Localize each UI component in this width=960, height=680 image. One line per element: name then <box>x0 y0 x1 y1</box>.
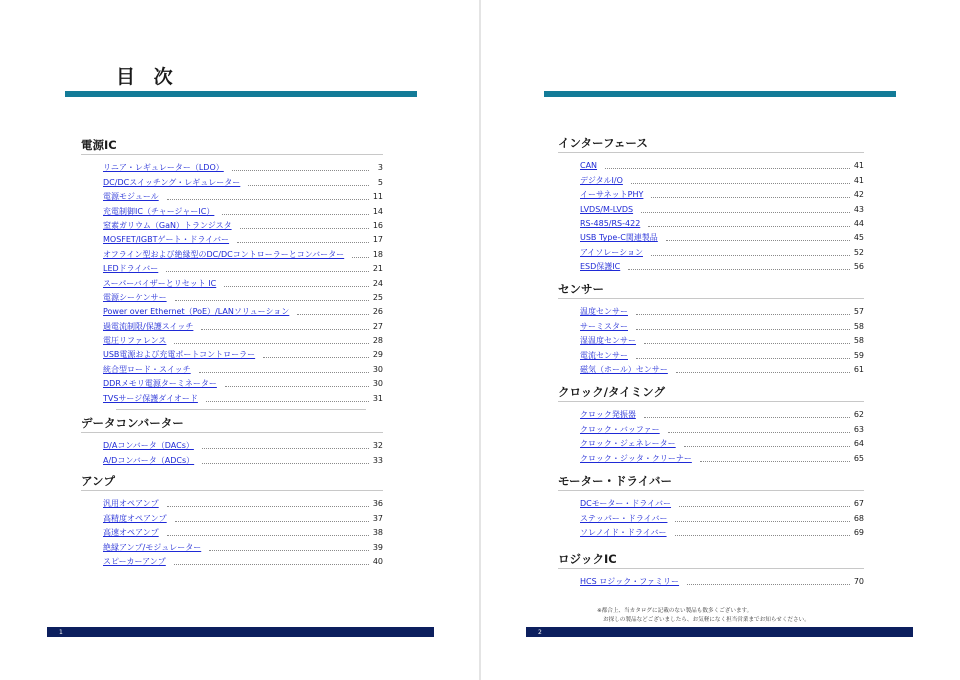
toc-entry-link[interactable]: 充電制御IC（チャージャーIC） <box>103 206 215 216</box>
toc-entry-page: 24 <box>372 278 383 288</box>
page-number: 2 <box>538 628 542 636</box>
toc-entry-page: 61 <box>853 364 864 374</box>
dot-leader <box>248 185 369 186</box>
toc-entry-link[interactable]: ステッパー・ドライバー <box>580 513 668 523</box>
section-interface <box>558 137 864 272</box>
toc-entry[interactable] <box>81 375 383 389</box>
toc-entry-page: 43 <box>853 204 864 214</box>
toc-entry-link[interactable]: 絶縁アンプ/モジュレーター <box>103 542 202 552</box>
toc-entry[interactable] <box>558 524 864 538</box>
toc-entry-link[interactable]: Power over Ethernet（PoE）/LANソリューション <box>103 307 290 317</box>
toc-entry-page: 14 <box>372 206 383 216</box>
toc-entry[interactable] <box>558 435 864 449</box>
toc-entry[interactable] <box>558 200 864 214</box>
toc-entry-page: 27 <box>372 321 383 331</box>
toc-entry-link[interactable]: HCS ロジック・ファミリー <box>580 577 680 587</box>
toc-title: 目 次 <box>116 66 179 88</box>
toc-entry-link[interactable]: ESD保護IC <box>580 262 621 272</box>
dot-leader <box>631 183 850 184</box>
dot-leader <box>240 228 369 229</box>
toc-entry-page: 33 <box>372 455 383 465</box>
toc-entry[interactable] <box>81 274 383 288</box>
toc-entry[interactable] <box>81 231 383 245</box>
toc-entry-page: 37 <box>372 513 383 523</box>
dot-leader <box>679 506 850 507</box>
toc-entry-page: 41 <box>853 161 864 171</box>
toc-entry-link[interactable]: スピーカーアンプ <box>103 556 166 566</box>
section-motor-driver <box>558 475 864 538</box>
header-rule <box>65 91 417 97</box>
toc-entry-link[interactable]: DDRメモリ電源ターミネーター <box>103 379 217 389</box>
toc-entry-link[interactable]: 過電流制限/保護スイッチ <box>103 321 194 331</box>
toc-entry-link[interactable]: 電源モジュール <box>103 192 159 202</box>
toc-entry-page: 69 <box>853 528 864 538</box>
toc-entry-page: 38 <box>372 528 383 538</box>
toc-entry-page: 16 <box>372 220 383 230</box>
toc-entry-link[interactable]: A/Dコンバータ（ADCs） <box>103 455 195 465</box>
dot-leader <box>605 168 850 169</box>
toc-entry[interactable] <box>81 524 383 538</box>
toc-entry[interactable] <box>558 361 864 375</box>
toc-entry-link[interactable]: 磁気（ホール）センサー <box>580 364 668 374</box>
toc-entry-link[interactable]: クロック発振器 <box>580 410 636 420</box>
toc-entry-page: 57 <box>853 307 864 317</box>
dot-leader <box>666 240 850 241</box>
dot-leader <box>222 214 369 215</box>
toc-entry[interactable] <box>558 420 864 434</box>
dot-leader <box>636 314 850 315</box>
footer-bar <box>47 627 434 637</box>
toc-entry-link[interactable]: 窒素ガリウム（GaN）トランジスタ <box>103 220 232 230</box>
toc-entry-page: 18 <box>372 249 383 259</box>
toc-entry-link[interactable]: MOSFET/IGBTゲート・ドライバー <box>103 235 230 245</box>
left-page <box>0 0 479 680</box>
toc-entry-page: 32 <box>372 441 383 451</box>
toc-entry[interactable] <box>558 509 864 523</box>
section-heading: データコンバーター <box>81 417 383 433</box>
toc-entry[interactable] <box>81 553 383 567</box>
toc-entry-page: 30 <box>372 379 383 389</box>
toc-entry[interactable] <box>558 449 864 463</box>
toc-entry-link[interactable]: LEDドライバー <box>103 264 159 274</box>
toc-entry-page: 44 <box>853 218 864 228</box>
toc-entry-page: 36 <box>372 499 383 509</box>
toc-entry-link[interactable]: クロック・ジェネレーター <box>580 439 676 449</box>
dot-leader <box>174 343 369 344</box>
footnote-line-2: お探しの製品などございましたら、お気軽になく担当営業までお知らせください。 <box>603 616 810 623</box>
section-logic-ic <box>558 553 864 587</box>
toc-entry[interactable] <box>558 573 864 587</box>
dot-leader <box>648 226 850 227</box>
section-heading: クロック/タイミング <box>558 386 864 402</box>
dot-leader <box>237 242 369 243</box>
toc-entry[interactable] <box>81 289 383 303</box>
toc-entry-page: 28 <box>372 336 383 346</box>
toc-entry[interactable] <box>81 173 383 187</box>
toc-entry[interactable] <box>81 202 383 216</box>
toc-entry[interactable] <box>81 332 383 346</box>
toc-entry-page: 67 <box>853 499 864 509</box>
toc-entry-page: 21 <box>372 264 383 274</box>
toc-entry[interactable] <box>558 332 864 346</box>
toc-entry-link[interactable]: 高速オペアンプ <box>103 528 159 538</box>
toc-entry-link[interactable]: アイソレーション <box>580 247 643 257</box>
toc-entry-link[interactable]: クロック・バッファー <box>580 424 660 434</box>
toc-entry-link[interactable]: 湿温度センサー <box>580 336 636 346</box>
dot-leader <box>199 372 369 373</box>
toc-entry-link[interactable]: サーミスター <box>580 321 628 331</box>
toc-entry-link[interactable]: TVSサージ保護ダイオード <box>103 393 198 403</box>
dot-leader <box>224 286 369 287</box>
toc-entry[interactable] <box>81 188 383 202</box>
section-heading: ロジックIC <box>558 553 864 569</box>
dot-leader <box>636 329 850 330</box>
toc-entry[interactable] <box>558 243 864 257</box>
dot-leader <box>651 255 850 256</box>
toc-entry-page: 52 <box>853 247 864 257</box>
toc-entry-link[interactable]: スーパーバイザーとリセット IC <box>103 278 217 288</box>
toc-entry[interactable] <box>81 538 383 552</box>
toc-entry-page: 65 <box>853 453 864 463</box>
dot-leader <box>628 269 850 270</box>
toc-entry[interactable] <box>558 258 864 272</box>
toc-entry-link[interactable]: 高精度オペアンプ <box>103 513 167 523</box>
toc-entry-link[interactable]: クロック・ジッタ・クリーナー <box>580 453 692 463</box>
dot-leader <box>668 432 850 433</box>
dot-leader <box>225 386 369 387</box>
toc-entry[interactable] <box>558 229 864 243</box>
dot-leader <box>209 550 369 551</box>
toc-entry-link[interactable]: デジタルI/O <box>580 175 623 185</box>
toc-entry-link[interactable]: 温度センサー <box>580 307 628 317</box>
section-heading: センサー <box>558 283 864 299</box>
dot-leader <box>675 535 850 536</box>
toc-entry-link[interactable]: リニア・レギュレーター（LDO） <box>103 163 224 173</box>
toc-entry-page: 59 <box>853 350 864 360</box>
toc-entry-link[interactable]: ソレノイド・ドライバー <box>580 528 667 538</box>
toc-entry[interactable] <box>81 260 383 274</box>
toc-entry-link[interactable]: 電源シーケンサー <box>103 292 167 302</box>
toc-entry-page: 45 <box>853 233 864 243</box>
section-amplifier <box>81 475 383 567</box>
toc-entry[interactable] <box>81 451 383 465</box>
dot-leader <box>167 506 369 507</box>
toc-entry-page: 58 <box>853 336 864 346</box>
toc-entry[interactable] <box>558 406 864 420</box>
header-rule <box>544 91 896 97</box>
toc-entry-link[interactable]: RS-485/RS-422 <box>580 218 641 228</box>
dot-leader <box>167 535 369 536</box>
section-power-ic <box>81 139 383 404</box>
dot-leader <box>700 461 850 462</box>
toc-entry[interactable] <box>558 317 864 331</box>
section-divider <box>116 409 366 410</box>
footnote <box>597 607 810 624</box>
toc-entry[interactable] <box>81 360 383 374</box>
footer-bar <box>526 627 913 637</box>
toc-entry[interactable] <box>81 159 383 173</box>
toc-entry-page: 25 <box>372 292 383 302</box>
dot-leader <box>641 212 850 213</box>
toc-entry[interactable] <box>558 157 864 171</box>
toc-entry-page: 64 <box>853 439 864 449</box>
toc-entry-link[interactable]: 電流センサー <box>580 350 628 360</box>
toc-entry-page: 31 <box>372 393 383 403</box>
toc-entry[interactable] <box>558 171 864 185</box>
toc-entry-page: 26 <box>372 307 383 317</box>
toc-entry-link[interactable]: DC/DCスイッチング・レギュレーター <box>103 177 241 187</box>
section-sensor <box>558 283 864 375</box>
toc-entry-page: 56 <box>853 262 864 272</box>
dot-leader <box>297 314 369 315</box>
toc-entry[interactable] <box>558 495 864 509</box>
toc-entry-page: 3 <box>377 163 383 173</box>
toc-entry[interactable] <box>81 245 383 259</box>
toc-entry[interactable] <box>558 215 864 229</box>
dot-leader <box>676 372 850 373</box>
dot-leader <box>175 300 369 301</box>
dot-leader <box>175 521 369 522</box>
toc-entry-page: 29 <box>372 350 383 360</box>
toc-entry-link[interactable]: 統合型ロード・スイッチ <box>103 364 191 374</box>
dot-leader <box>644 417 850 418</box>
toc-entry-link[interactable]: オフライン型および絶縁型のDC/DCコントローラーとコンバーター <box>103 249 345 259</box>
toc-entry-page: 62 <box>853 410 864 420</box>
toc-entry-page: 5 <box>377 177 383 187</box>
toc-entry-page: 40 <box>372 556 383 566</box>
toc-entry-link[interactable]: LVDS/M-LVDS <box>580 204 634 214</box>
toc-entry-link[interactable]: 汎用オペアンプ <box>103 499 159 509</box>
dot-leader <box>263 357 369 358</box>
toc-entry-page: 30 <box>372 364 383 374</box>
toc-entry-page: 11 <box>372 192 383 202</box>
toc-entry[interactable] <box>558 303 864 317</box>
toc-entry-link[interactable]: CAN <box>580 161 598 171</box>
dot-leader <box>202 448 369 449</box>
toc-entry[interactable] <box>81 217 383 231</box>
toc-entry[interactable] <box>81 389 383 403</box>
toc-entry-link[interactable]: USB電源および充電ポートコントローラー <box>103 350 256 360</box>
section-heading: アンプ <box>81 475 383 491</box>
toc-entry[interactable] <box>558 186 864 200</box>
section-heading: インターフェース <box>558 137 864 153</box>
toc-entry-link[interactable]: 電圧リファレンス <box>103 336 167 346</box>
toc-entry[interactable] <box>81 346 383 360</box>
toc-entry-page: 39 <box>372 542 383 552</box>
toc-entry-link[interactable]: DCモーター・ドライバー <box>580 499 672 509</box>
toc-entry-page: 63 <box>853 424 864 434</box>
toc-entry[interactable] <box>81 317 383 331</box>
section-heading: モーター・ドライバー <box>558 475 864 491</box>
toc-entry[interactable] <box>81 509 383 523</box>
toc-entry-page: 41 <box>853 175 864 185</box>
section-heading: 電源IC <box>81 139 383 155</box>
toc-entry-link[interactable]: USB Type-C関連製品 <box>580 233 658 243</box>
toc-entry[interactable] <box>81 495 383 509</box>
toc-entry-link[interactable]: D/Aコンバータ（DACs） <box>103 441 194 451</box>
toc-entry[interactable] <box>81 303 383 317</box>
toc-entry-page: 70 <box>853 577 864 587</box>
dot-leader <box>201 329 369 330</box>
footnote-line-1: ※都合上、当カタログに記載のない製品も数多くございます。 <box>597 608 753 614</box>
dot-leader <box>174 564 369 565</box>
toc-entry-page: 17 <box>372 235 383 245</box>
dot-leader <box>352 257 369 258</box>
dot-leader <box>206 401 369 402</box>
section-data-converter <box>81 417 383 466</box>
page-number: 1 <box>59 628 63 636</box>
dot-leader <box>166 271 369 272</box>
section-clock-timing <box>558 386 864 464</box>
dot-leader <box>202 463 369 464</box>
dot-leader <box>675 521 850 522</box>
dot-leader <box>167 199 369 200</box>
dot-leader <box>651 197 850 198</box>
dot-leader <box>636 358 850 359</box>
toc-entry[interactable] <box>558 346 864 360</box>
toc-entry-page: 58 <box>853 321 864 331</box>
dot-leader <box>684 446 850 447</box>
dot-leader <box>687 584 850 585</box>
toc-entry-link[interactable]: イーサネットPHY <box>580 190 644 200</box>
toc-entry[interactable] <box>81 437 383 451</box>
toc-entry-page: 42 <box>853 190 864 200</box>
dot-leader <box>232 170 369 171</box>
toc-entry-page: 68 <box>853 513 864 523</box>
dot-leader <box>644 343 850 344</box>
right-page <box>481 0 960 680</box>
